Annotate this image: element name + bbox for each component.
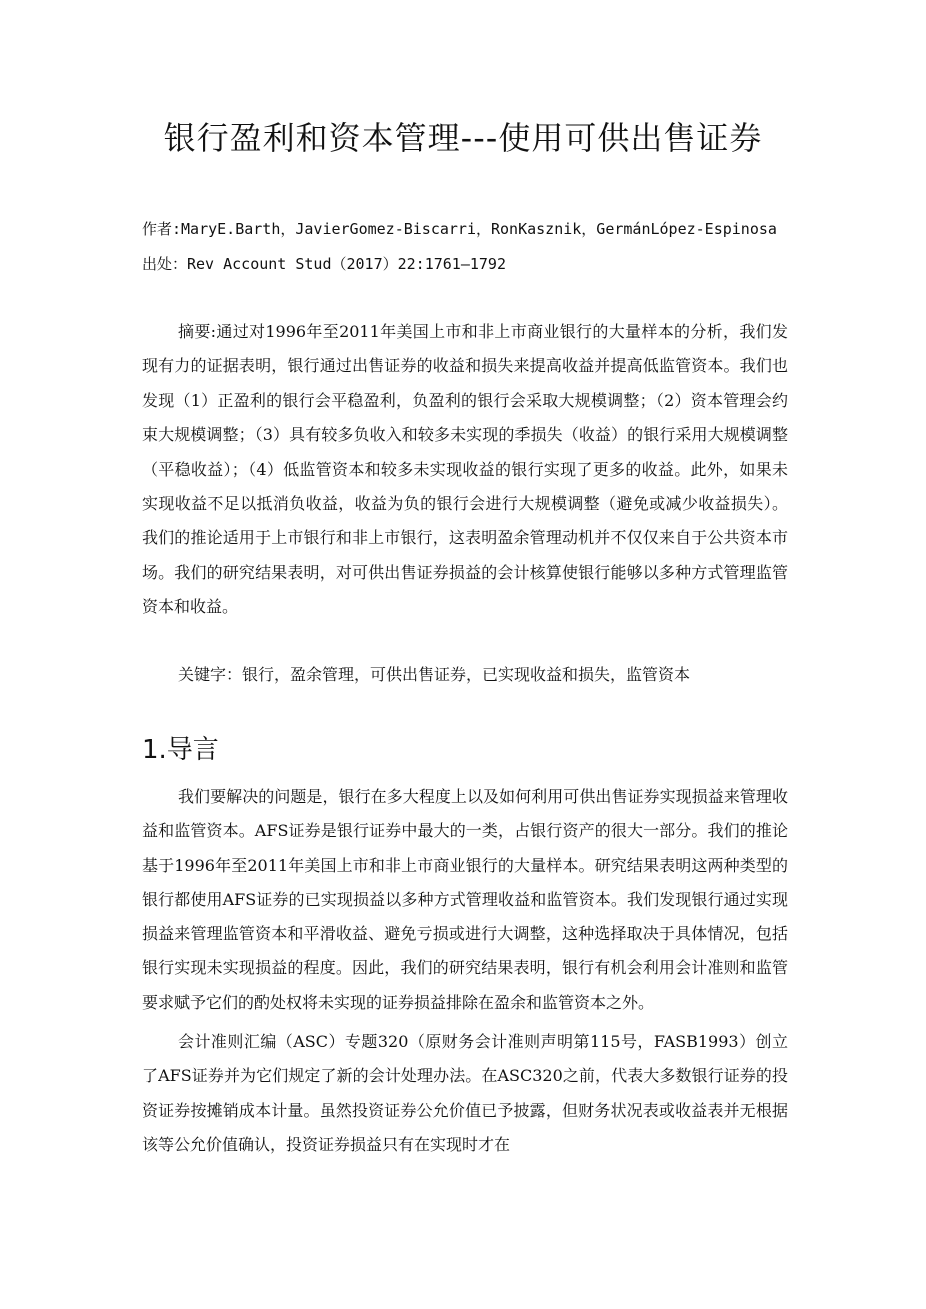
- body-paragraph-1: 我们要解决的问题是，银行在多大程度上以及如何利用可供出售证券实现损益来管理收益和监管资本。AFS证券是银行证券中最大的一类，占银行资产的很大一部分。我们的推论基于1996年至2011年美国上市和非上市商业银行的大量样本。研究结果表明这两种类型的银行都使用AFS证券的已实现损益以多种方式管理收益和监管资本。我们发现银行通过实现损益来管理监管资本和平滑收益、避免亏损或进行大调整，这种选择取决于具体情况，包括银行实现未实现损益的程度。因此，我们的研究结果表明，银行有机会利用会计准则和监管要求赋予它们的酌处权将未实现的证券损益排除在盈余和监管资本之外。: [142, 787, 788, 1012]
- section-heading-introduction: 1.导言: [142, 735, 219, 765]
- body-paragraph-2: 会计准则汇编（ASC）专题320（原财务会计准则声明第115号，FASB1993）创立了AFS证券并为它们规定了新的会计处理办法。在ASC320之前，代表大多数银行证券的投资证券按摊销成本计量。虽然投资证券公允价值已予披露，但财务状况表或收益表并无根据该等公允价值确认，投资证券损益只有在实现时才在: [142, 1032, 788, 1154]
- abstract-text: 摘要:通过对1996年至2011年美国上市和非上市商业银行的大量样本的分析，我们发现有力的证据表明，银行通过出售证券的收益和损失来提高收益并提高低监管资本。我们也发现（1）正盈利的银行会平稳盈利，负盈利的银行会采取大规模调整；（2）资本管理会约束大规模调整；（3）具有较多负收入和较多未实现的季损失（收益）的银行采用大规模调整（平稳收益）；（4）低监管资本和较多未实现收益的银行实现了更多的收益。此外，如果未实现收益不足以抵消负收益，收益为负的银行会进行大规模调整（避免或减少收益损失）。我们的推论适用于上市银行和非上市银行，这表明盈余管理动机并不仅仅来自于公共资本市场。我们的研究结果表明，对可供出售证券损益的会计核算使银行能够以多种方式管理监管资本和收益。: [142, 322, 788, 617]
- keywords-line: 关键字：银行，盈余管理，可供出售证券，已实现收益和损失，监管资本: [178, 665, 691, 684]
- authors-line: 作者:MaryE.Barth，JavierGomez-Biscarri，RonKasznik，GermánLópez-Espinosa: [142, 220, 777, 238]
- abstract-paragraph: [142, 315, 788, 625]
- source-line: 出处：Rev Account Stud（2017）22:1761–1792: [142, 255, 506, 273]
- paper-title: 银行盈利和资本管理---使用可供出售证券: [163, 119, 763, 157]
